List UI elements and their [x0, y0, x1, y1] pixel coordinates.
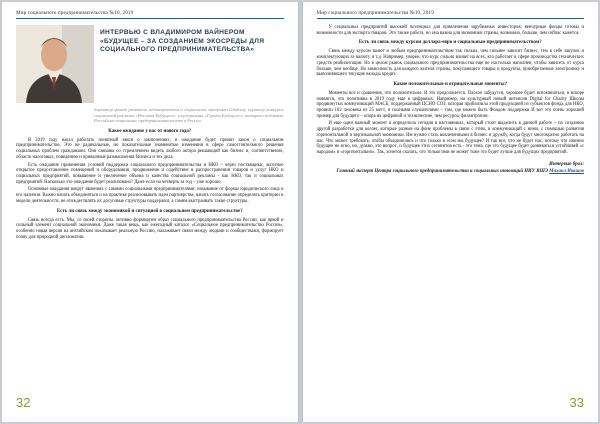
section-4	[317, 82, 585, 156]
signoff-affiliation: Главный эксперт Центра социального предпринимательства и социальных инноваций НИУ ВШЭ	[336, 168, 549, 174]
header-rule	[16, 18, 284, 19]
portrait-photo	[16, 25, 94, 103]
portrait-image	[16, 25, 94, 103]
right-page	[302, 2, 599, 422]
lead-paragraph: директор фонда развития медиапроектов и социальных программ Gladway, куратор конкурса социальной рекламы «Реклама Будущего» и программы «Города Будущего», которая соединяет Российско-социальное предпринимательство в России	[94, 107, 284, 124]
question-heading: Какие положительные и отрицательные моменты?	[393, 81, 508, 87]
body-paragraph: Основные ожидания вокруг явлениях с самими социальными предпринимателями: называние от формы юридического лица и его наличия. Важно начать объединяться и на практике реализовывать идеи партнерства, начать согласование определять критерии и модели деятельности, не отождествлять их досуговые структуры поддержки, а самим выстраивать такие структуры.	[16, 187, 284, 204]
intro-paragraph: У социальных предприятий высокий потенциал для привлечения зарубежных инвесторов; венчурные фонды готовы и возможности для экспорта товаров. Это также работа, но она важна для экономики страны, возможно, больше, чем сейчас кажется.	[316, 25, 584, 36]
section-2	[16, 209, 284, 241]
body-paragraph: Моменты все и сравнения, что положительно. И это продолжается. Плохое забудутся, хорошее будет вспоминаться, и вскоре появятся, что позитивна в 2019 году еще в цифровых. Например, на культурный новый интенсив Digital for Charity Школы продвинутых коммуникаций МАСБ, поддержанный ЦСНО СОЗ, которая приблизила этой продукцией из субъектов фонда для НКО, провели 102 человека из 25 мест, и полными слушателями – там, где можно быть Фондом поддержки И вот это очень хороший пример для будущего – опора на цифровой и технические, чем ресурсы филантропии.	[316, 90, 584, 119]
running-head: Мир социального предпринимательства №10, 2019	[16, 10, 134, 16]
question-heading: Есть ли связь между экономикой и ситуацией в социальном предпринимательстве?	[56, 208, 243, 214]
section-3	[317, 40, 585, 78]
page-number: 33	[569, 395, 584, 410]
body-paragraph: Связь всегда есть. Мы, со своей стороны, активно формируем образ социального предпринимательства России, как яркой и сильный элемент социальной экономики. Даже такая вещь, как ежегодный каталог «Социальное предпринимательство России», особенно новая версия на английском показывает реальную Россию, налаживает связи между людьми и сообществами, формирует почву для природной дипломатии.	[16, 217, 284, 240]
left-page	[2, 2, 299, 422]
body-paragraph: Есть ожидание применения условий поддержки социального предпринимательства и НКО – через поставщики, льготное открытое предоставление помещений и оборудования, продвижение и содействие в распространении товаров и услуг НКО и социальных предприятий, повышение и увеличение объема и качества социальной рекламы - как НКО, так и социальных предприятий. Насколько это ожидание будет реализовано? Даже если на четверть за год – уже хорошо.	[16, 162, 284, 185]
signoff-credit	[317, 169, 585, 175]
author-link[interactable]: Михаил Ивашов	[549, 168, 584, 174]
page-number: 32	[16, 395, 31, 410]
section-1	[16, 129, 284, 205]
signoff-label: Интервью брал:	[549, 161, 584, 167]
question-heading: Есть ли связь между курсом доллара-евро и социальным предпринимательством?	[358, 40, 542, 46]
interview-header	[16, 25, 284, 103]
body-paragraph: И еще один важный момент я определила сегодня в наставниках, который стоит выделить в данной работе – по созданию другой разработки для коллег, которые разные на фоне проблемы в связи с этим, и коммуникаций с ними, с помощью развития горизонтальной и вертикальной экономики. Им нужно стать вовлеченными в бизнес и дружбу, когда будут многократно работать на нас. Что может требовать, чтобы объединились и что только в этом мы будущее? И так все, что не будет нас, потому что именно будущее не ясно, но, думаю, это вопрос, и будущее этих сегментов есть - это тема, где это будущее будет развиваться устойчивей «с народом» и «горизонтально». Так, хочется сказать, что только ими не может тоже это будет лучше для будущих предприятий.	[316, 121, 584, 155]
body-paragraph: Связь между курсом валют и любым предпринимательством так сильна, чем сильнее зависит бизнес, тем в себе закупок и комплектующих за валюту и т.д. Например, уверен, что курс сильно влияет на всех, кто работает в сфере производства технических средств реабилитации. Но в целом рынок социального предпринимательства еще не настолько наполнен, чтобы зависеть от курса больше, чем вообще. Но зависимость для каждого жителя страны, покупающего товары и продукты, приобретаемые электронику и выполняющего текущие вклады кредит.	[316, 49, 584, 78]
body-paragraph: В 2019 году начал работать понятный закон о заключениях, и ожидание будет принят закон о социальном предпринимательстве. Это не радикальные, но показательные знаменитые изменения в сфере самостоятельного решения социальных проблем гражданами. Они связаны со стремлением видеть любого актора решающий как бизнес и, соответственно, область налоговых, поведению и привычные размышления бизнеса и тех дела.	[16, 137, 284, 160]
header-rule	[317, 18, 585, 19]
running-head: Мир социального предпринимательства №10, 2019	[316, 10, 434, 16]
interview-title: ИНТЕРВЬЮ С ВЛАДИМИРОМ ВАЙНЕРОМ «БУДУЩЕЕ – ЗА СОЗДАНИЕМ ЭКОСРЕДЫ ДЛЯ СОЦИАЛЬНОГО ПРЕДПРИНИМАТЕЛЬСТВА»	[100, 29, 265, 54]
question-heading: Какое ожидание у вас от нового года?	[108, 128, 192, 134]
